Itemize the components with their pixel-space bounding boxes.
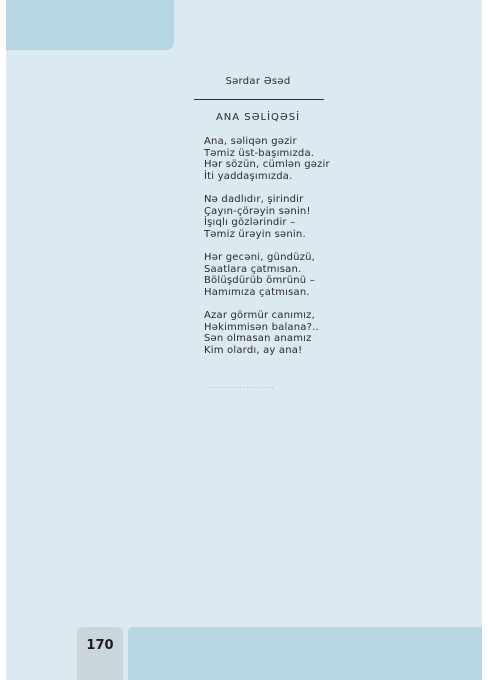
poem-line: Bölüşdürüb ömrünü – xyxy=(204,275,315,286)
poem-line: Saatlara çatmısan. xyxy=(204,263,302,275)
poem-line: Nə dadlıdır, şirindir xyxy=(204,194,304,205)
stanza-3 xyxy=(204,252,330,298)
stanza-1 xyxy=(204,136,330,182)
ellipsis-dots: .................... xyxy=(204,381,275,390)
poem-line: Həkimmisən balana?.. xyxy=(204,321,319,333)
poem-line: Hər sözün, cümlən gəzir xyxy=(204,159,330,170)
header-tab xyxy=(6,0,174,50)
poem-line: Sən olmasan anamız xyxy=(204,333,312,344)
poem-line: İti yaddaşımızda. xyxy=(204,170,293,182)
poem-line: Hamımıza çatmısan. xyxy=(204,286,310,298)
stanza-4 xyxy=(204,310,330,356)
poem-title: ANA SƏLİQƏSİ xyxy=(215,112,301,123)
footer-bar xyxy=(128,627,482,680)
poem-line: Hər gecəni, gündüzü, xyxy=(204,252,316,263)
title-divider xyxy=(194,99,324,100)
poem-line: Təmiz ürəyin sənin. xyxy=(204,228,306,240)
poem-body xyxy=(204,136,330,368)
page-number: 170 xyxy=(86,638,114,653)
page-number-box xyxy=(77,627,123,680)
poem-line: Ana, səliqən gəzir xyxy=(204,136,297,147)
poem-line: Kim olardı, ay ana! xyxy=(204,344,303,356)
poem-line: İşıqlı gözlərindir – xyxy=(204,217,296,228)
poem-author: Sərdar Əsəd xyxy=(225,76,291,87)
poem-line: Çayın-çörəyin sənin! xyxy=(204,205,311,217)
poem-line: Təmiz üst-başımızda. xyxy=(204,147,315,159)
stanza-2 xyxy=(204,194,330,240)
poem-line: Azar görmür canımız, xyxy=(204,310,315,321)
